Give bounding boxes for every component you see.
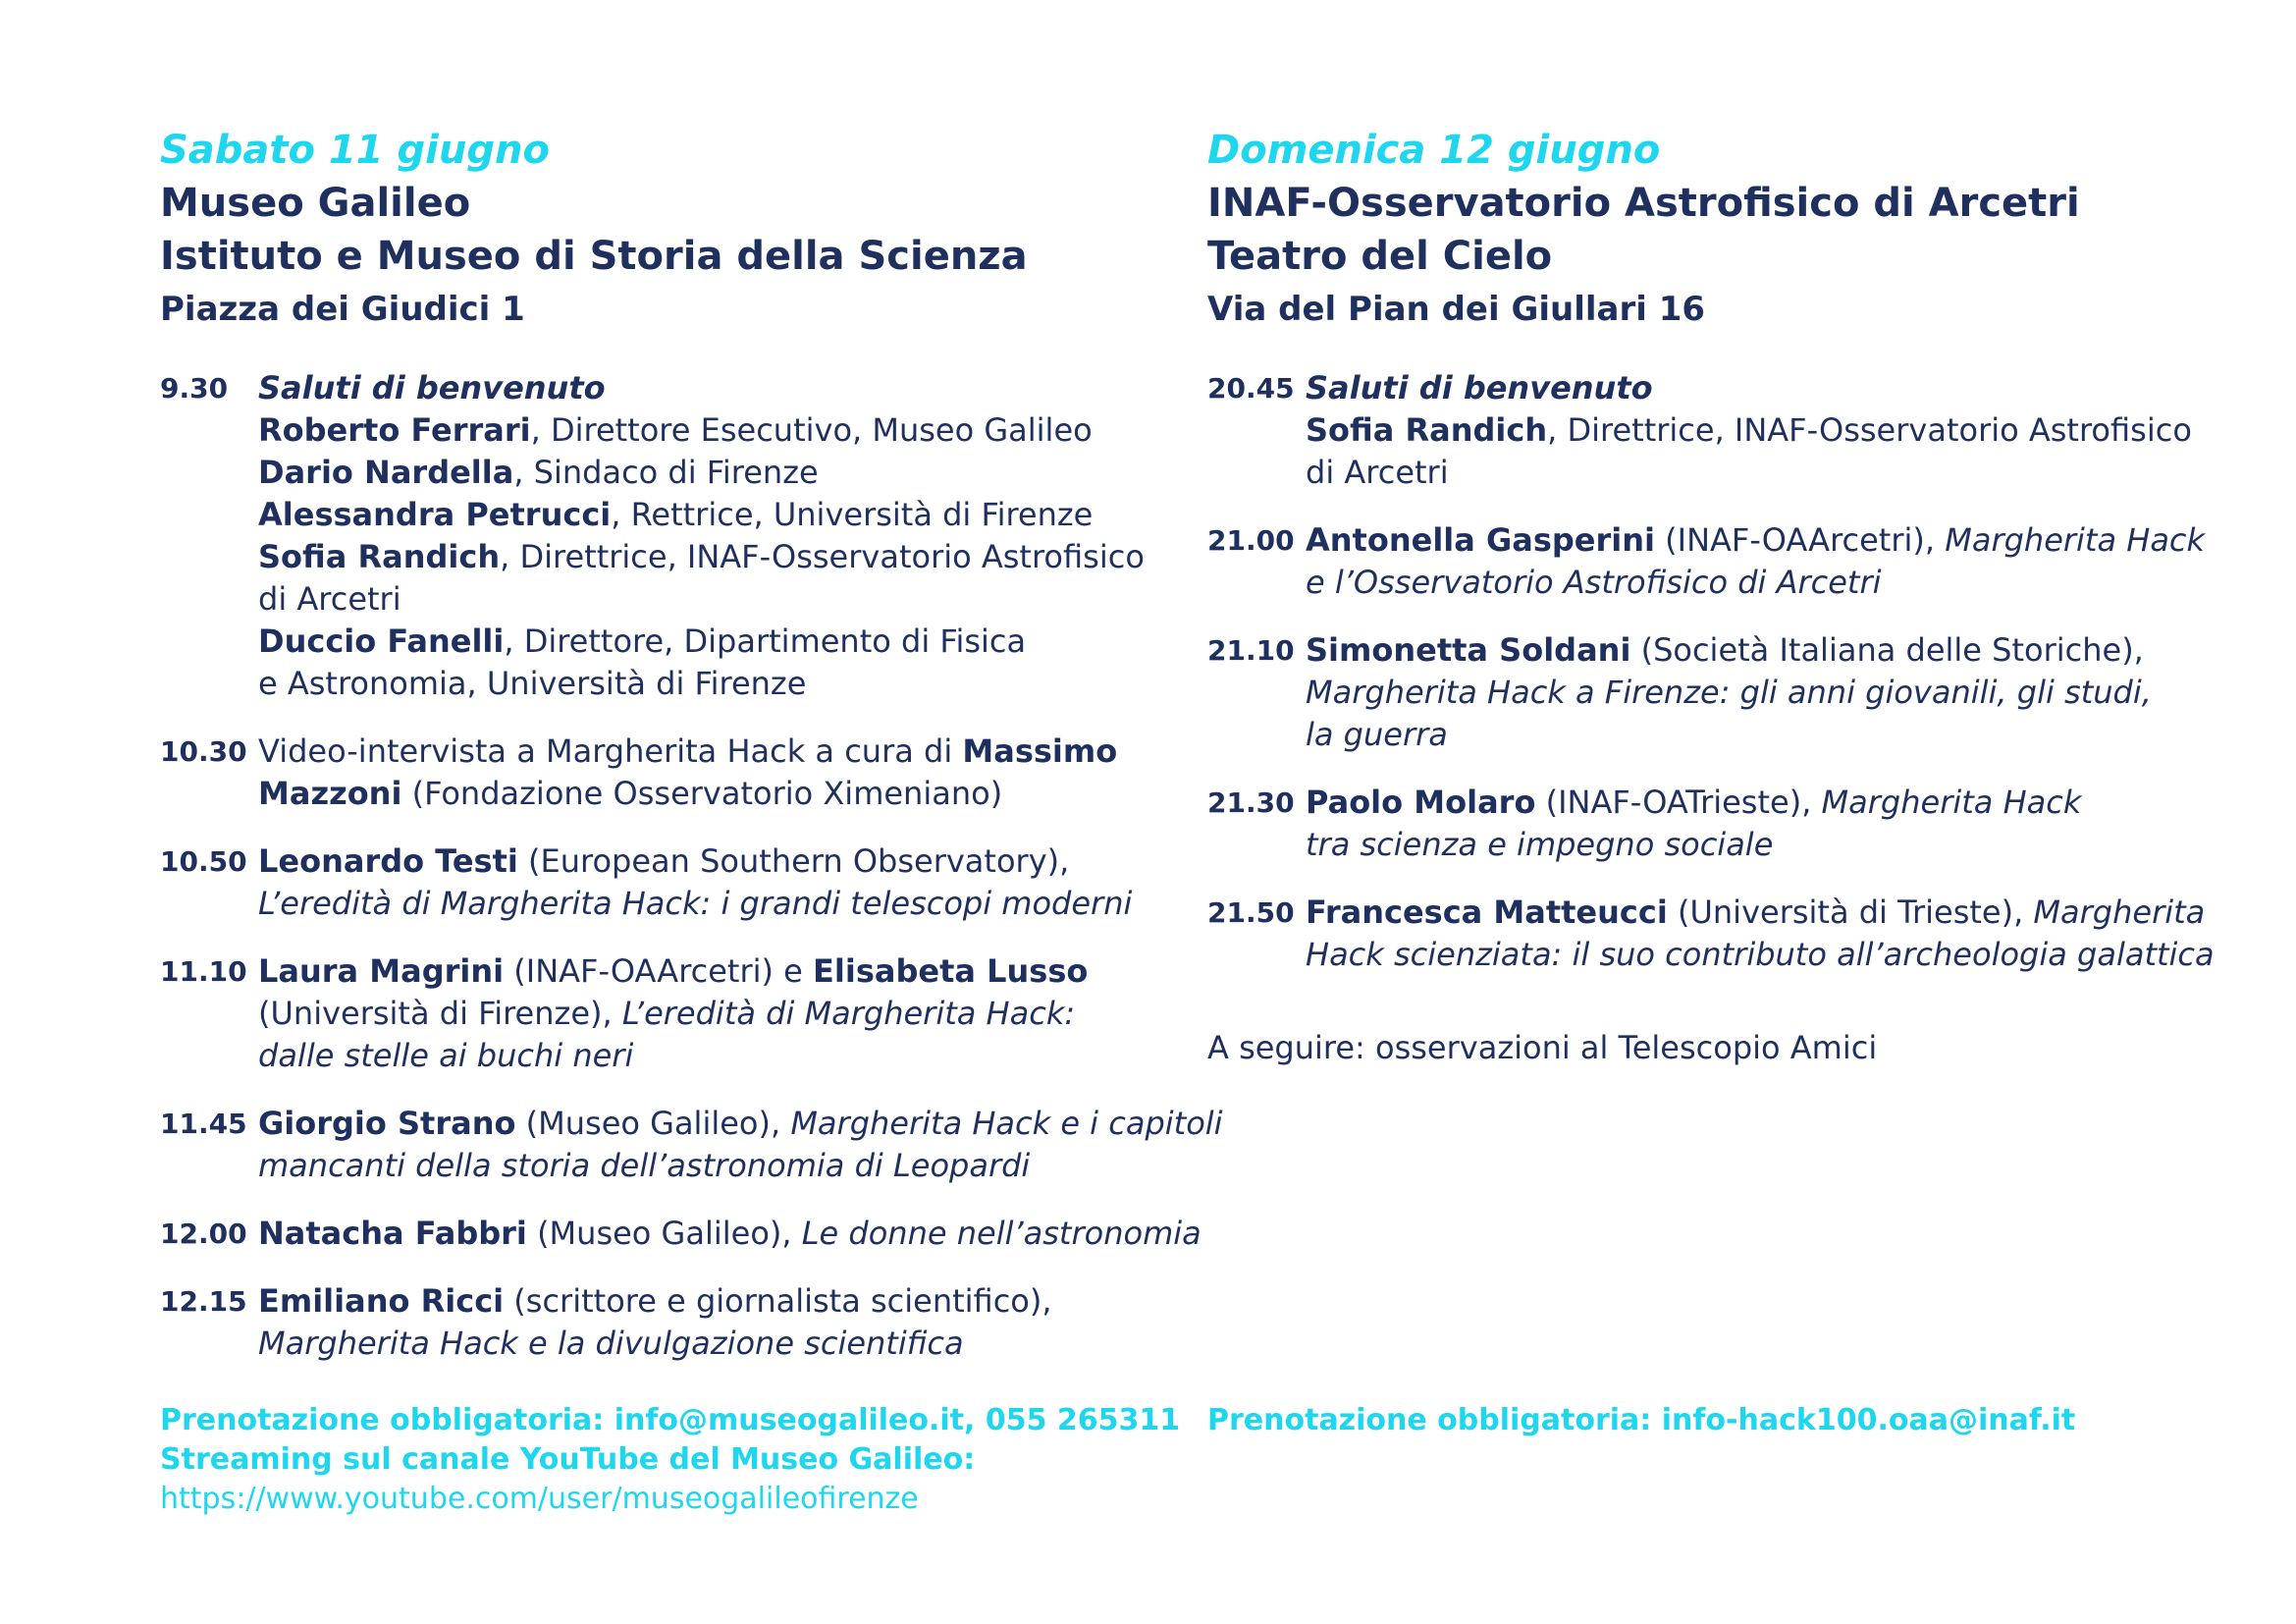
text-segment: Saluti di benvenuto [258, 369, 606, 406]
text-segment: Massimo [962, 732, 1118, 770]
schedule-item [160, 840, 1142, 925]
text-segment: mancanti della storia dell’astronomia di Leopardi [258, 1147, 1031, 1184]
description-line [1306, 367, 2192, 409]
schedule-item [160, 731, 1142, 815]
description-line [258, 494, 1145, 536]
text-segment: , Direttrice, INAF-Osservatorio Astrofisico [1547, 411, 2192, 449]
text-segment: Leonardo Testi [258, 842, 518, 880]
text-segment: e l’Osservatorio Astrofisico di Arcetri [1306, 564, 1882, 601]
description-line [258, 1103, 1223, 1145]
text-segment: tra scienza e impegno sociale [1306, 826, 1774, 863]
program-sunday [1207, 124, 2215, 1069]
schedule-item [160, 950, 1142, 1077]
text-segment: Sofia Randich [1306, 411, 1548, 449]
text-segment: Dario Nardella [258, 454, 514, 491]
schedule-item [160, 1280, 1142, 1365]
text-segment: Hack scienziata: il suo contributo all’archeologia galattica [1306, 936, 2215, 973]
schedule-list [160, 367, 1223, 1365]
text-segment: Elisabeta Lusso [813, 952, 1089, 990]
text-segment: Antonella Gasperini [1306, 521, 1655, 559]
text-segment: (Università di Trieste), [1667, 893, 2034, 931]
text-segment: L’eredità di Margherita Hack: i grandi telescopi moderni [258, 885, 1133, 922]
text-segment: Margherita Hack e la divulgazione scientifica [258, 1325, 964, 1362]
day-heading: Domenica 12 giugno [1207, 128, 1661, 173]
description-line [258, 773, 1142, 815]
youtube-link[interactable]: https://www.youtube.com/user/museogalileofirenze [160, 1482, 919, 1516]
text-segment: Emiliano Ricci [258, 1282, 505, 1320]
text-segment: Duccio Fanelli [258, 623, 505, 660]
description-line [258, 731, 1142, 773]
description-line [1306, 782, 2189, 824]
description-line [258, 621, 1145, 663]
schedule-description [1306, 629, 2189, 756]
text-segment: di Arcetri [1306, 454, 1449, 491]
schedule-time: 12.15 [160, 1285, 247, 1318]
text-segment: Natacha Fabbri [258, 1215, 527, 1252]
schedule-description [1306, 519, 2205, 604]
description-line [258, 883, 1142, 925]
schedule-time: 11.45 [160, 1108, 247, 1140]
description-line [258, 1280, 1142, 1323]
text-segment: , Rettrice, Università di Firenze [611, 496, 1094, 533]
schedule-time: 21.00 [1207, 524, 1295, 557]
schedule-time: 21.10 [1207, 634, 1295, 667]
venue-address: Via del Pian dei Giullari 16 [1207, 290, 1706, 329]
schedule-time: 21.30 [1207, 786, 1295, 819]
text-segment: dalle stelle ai buchi neri [258, 1037, 634, 1074]
venue-subtitle: Teatro del Cielo [1207, 234, 1553, 279]
text-segment: , Direttore Esecutivo, Museo Galileo [530, 411, 1093, 449]
schedule-description [258, 731, 1142, 815]
day-heading: Sabato 11 giugno [160, 128, 550, 173]
schedule-item [1207, 892, 2215, 976]
text-segment: Video-intervista a Margherita Hack a cura di [258, 732, 963, 770]
description-line [258, 367, 1145, 409]
text-segment: Paolo Molaro [1306, 784, 1536, 821]
schedule-item [1207, 367, 2192, 494]
text-segment: (Fondazione Osservatorio Ximeniano) [401, 775, 1003, 812]
text-segment: Sofia Randich [258, 538, 501, 575]
description-line [258, 1323, 1142, 1365]
schedule-description [258, 840, 1142, 925]
text-segment: (Museo Galileo), [515, 1105, 791, 1142]
description-line [258, 993, 1142, 1035]
text-segment: Margherita [2033, 893, 2206, 931]
schedule-description [258, 1213, 1201, 1255]
text-segment: (European Southern Observatory), [517, 842, 1070, 880]
schedule-item [160, 1213, 1201, 1255]
text-segment: Francesca Matteucci [1306, 893, 1668, 931]
text-segment: Laura Magrini [258, 952, 505, 990]
description-line [258, 409, 1145, 452]
text-segment: Margherita Hack e i capitoli [790, 1105, 1223, 1142]
schedule-time: 10.50 [160, 845, 247, 878]
description-line [1306, 672, 2189, 714]
schedule-item [160, 1103, 1223, 1187]
description-line [258, 950, 1142, 993]
description-line [258, 663, 1145, 705]
description-line [1306, 562, 2205, 604]
venue-address: Piazza dei Giudici 1 [160, 290, 525, 329]
text-segment: e Astronomia, Università di Firenze [258, 665, 807, 702]
program-saturday [160, 124, 1223, 1365]
schedule-time: 11.10 [160, 955, 247, 988]
description-line [1306, 824, 2189, 866]
schedule-description [258, 1280, 1142, 1365]
text-segment: (Società Italiana delle Storiche), [1630, 631, 2144, 669]
description-line [1306, 409, 2192, 452]
text-segment: (INAF-OATrieste), [1535, 784, 1822, 821]
schedule-description [258, 950, 1142, 1077]
schedule-description [258, 1103, 1223, 1187]
text-segment: , Sindaco di Firenze [513, 454, 819, 491]
text-segment: , Direttore, Dipartimento di Fisica [504, 623, 1027, 660]
text-segment: Saluti di benvenuto [1306, 369, 1653, 406]
description-line [1306, 714, 2189, 756]
booking-info-saturday [160, 1401, 1180, 1519]
booking-info-sunday [1207, 1401, 2075, 1440]
description-line [258, 452, 1145, 494]
text-segment: Simonetta Soldani [1306, 631, 1631, 669]
schedule-description [1306, 782, 2189, 866]
schedule-item [160, 367, 1145, 705]
text-segment: (INAF-OAArcetri), [1655, 521, 1946, 559]
booking-line: Prenotazione obbligatoria: info-hack100.oaa@inaf.it [1207, 1403, 2076, 1437]
schedule-description [1306, 892, 2215, 976]
text-segment: Roberto Ferrari [258, 411, 531, 449]
text-segment: (Museo Galileo), [526, 1215, 802, 1252]
streaming-line: Streaming sul canale YouTube del Museo Galileo: [160, 1442, 976, 1477]
text-segment: L’eredità di Margherita Hack: [621, 995, 1076, 1032]
schedule-time: 10.30 [160, 735, 247, 768]
schedule-time: 12.00 [160, 1218, 247, 1250]
description-line [258, 1035, 1142, 1077]
text-segment: Margherita Hack a Firenze: gli anni giovanili, gli studi, [1306, 674, 2152, 711]
text-segment: , Direttrice, INAF-Osservatorio Astrofisico [500, 538, 1145, 575]
venue-name: INAF-Osservatorio Astrofisico di Arcetri [1207, 181, 2080, 226]
schedule-description [258, 367, 1145, 705]
description-line [1306, 892, 2215, 934]
description-line [258, 840, 1142, 883]
description-line [258, 578, 1145, 621]
venue-name: Museo Galileo [160, 181, 471, 226]
text-segment: di Arcetri [258, 580, 401, 618]
description-line [1306, 629, 2189, 672]
venue-subtitle: Istituto e Museo di Storia della Scienza [160, 234, 1028, 279]
schedule-time: 9.30 [160, 372, 229, 405]
schedule-item [1207, 629, 2189, 756]
schedule-time: 21.50 [1207, 896, 1295, 929]
text-segment: la guerra [1306, 716, 1448, 753]
text-segment: Mazzoni [258, 775, 402, 812]
text-segment: Alessandra Petrucci [258, 496, 612, 533]
text-segment: Margherita Hack [1821, 784, 2082, 821]
text-segment: Le donne nell’astronomia [801, 1215, 1201, 1252]
text-segment: (INAF-OAArcetri) e [504, 952, 814, 990]
description-line [258, 1213, 1201, 1255]
follow-up-note: A seguire: osservazioni al Telescopio Amici [1207, 1029, 1878, 1066]
schedule-list [1207, 367, 2215, 976]
booking-line: Prenotazione obbligatoria: info@museogalileo.it, 055 265311 [160, 1403, 1181, 1437]
description-line [1306, 452, 2192, 494]
schedule-description [1306, 367, 2192, 494]
text-segment: (scrittore e giornalista scientifico), [504, 1282, 1052, 1320]
schedule-item [1207, 519, 2206, 604]
text-segment: Margherita Hack [1945, 521, 2206, 559]
schedule-time: 20.45 [1207, 372, 1295, 405]
schedule-item [1207, 782, 2189, 866]
text-segment: Giorgio Strano [258, 1105, 516, 1142]
description-line [258, 536, 1145, 578]
description-line [1306, 934, 2215, 976]
text-segment: (Università di Firenze), [258, 995, 622, 1032]
description-line [1306, 519, 2205, 562]
description-line [258, 1145, 1223, 1187]
